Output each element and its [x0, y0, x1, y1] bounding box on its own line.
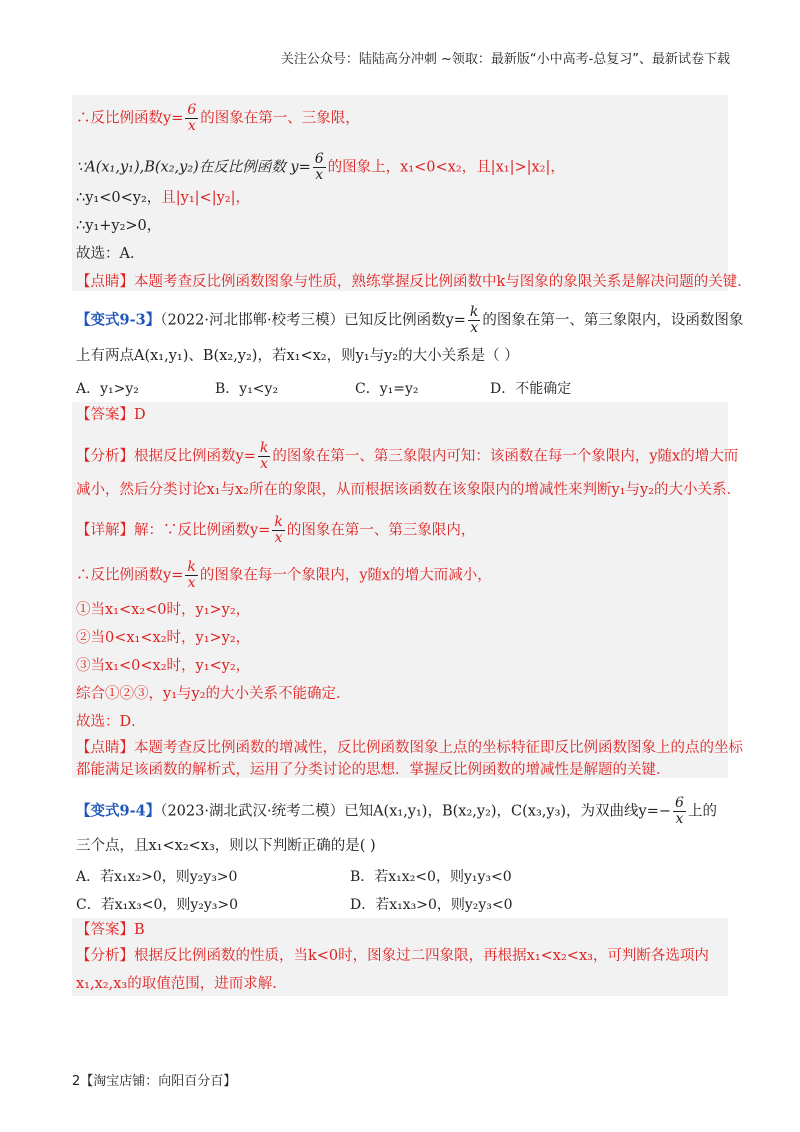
s1-line-3: ∴y₁<0<y₂，且|y₁|<|y₂|， — [76, 190, 250, 206]
s2-case-1: ①当x₁<x₂<0时，y₁>y₂， — [76, 602, 251, 618]
s2-remark-2: 都能满足该函数的解析式，运用了分类讨论的思想．掌握反比例函数的增减性是解题的关键． — [76, 762, 671, 778]
s2-analysis-2: 减小，然后分类讨论x₁与x₂所在的象限，从而根据该函数在该象限内的增减性来判断y₁与y₂的大小关系． — [76, 482, 741, 498]
fraction-k-over-x: $\frac{k}{x}$ — [187, 559, 196, 591]
q93-option-d: D．不能确定 — [490, 381, 572, 397]
q94-line-2: 三个点，且x₁<x₂<x₃，则以下判断正确的是( ) — [76, 838, 376, 854]
s2-detail-2: ∴反比例函数y= $\frac{k}{x}$ 的图象在每一个象限内，y随x的增大而减小， — [76, 559, 492, 591]
s2-analysis-1: 【分析】根据反比例函数y= $\frac{k}{x}$ 的图象在第一、第三象限内可知：该函数在每一个象限内，y随x的增大而 — [76, 440, 739, 472]
q94-line-1: 【变式9-4】（2023·湖北武汉·统考二模）已知A(x₁,y₁)，B(x₂,y₂)，C(x₃,y₃)，为双曲线y=− $\frac{6}{x}$ 上的 — [76, 795, 717, 827]
page-header: 关注公众号：陆陆高分冲刺 ~领取：最新版“小中高考-总复习”、最新试卷下载 — [280, 52, 730, 67]
q94-option-b: B．若x₁x₂<0，则y₁y₃<0 — [350, 869, 512, 885]
shop-label: 【淘宝店铺：向阳百分百】 — [80, 1074, 237, 1089]
s2-remark-1: 【点睛】本题考查反比例函数的增减性，反比例函数图象上点的坐标特征即反比例函数图象上的点的坐标 — [76, 740, 743, 756]
fraction-k-over-x: $\frac{k}{x}$ — [274, 514, 283, 546]
q93-line-1: 【变式9-3】（2022·河北邯郸·校考三模）已知反比例函数y= $\frac{k}{x}$ 的图象在第一、第三象限内，设函数图象 — [76, 304, 744, 336]
q93-option-c: C．y₁=y₂ — [355, 381, 419, 397]
s1-line-4: ∴y₁+y₂>0， — [76, 218, 162, 234]
s2-case-2: ②当0<x₁<x₂时，y₁>y₂， — [76, 630, 251, 646]
s3-analysis-1: 【分析】根据反比例函数的性质，当k<0时，图象过二四象限，再根据x₁<x₂<x₃，可判断各选项内 — [76, 948, 709, 964]
s1-remark: 【点睛】本题考查反比例函数图象与性质，熟练掌握反比例函数中k与图象的象限关系是解决问题的关键． — [76, 274, 752, 290]
s2-conclusion: 综合①②③，y₁与y₂的大小关系不能确定． — [76, 686, 351, 702]
s1-line-5: 故选：A． — [76, 246, 145, 262]
fraction-6-over-x: $\frac{6}{x}$ — [187, 102, 197, 134]
fraction-k-over-x: $\frac{k}{x}$ — [469, 304, 479, 336]
q93-option-a: A．y₁>y₂ — [76, 381, 139, 397]
s2-answer: 【答案】D — [76, 407, 146, 423]
s1-line-1: ∴反比例函数y= $\frac{6}{x}$ 的图象在第一、三象限， — [76, 102, 360, 134]
q94-option-c: C．若x₁x₃<0，则y₂y₃>0 — [76, 897, 239, 913]
fraction-k-over-x: $\frac{k}{x}$ — [259, 440, 269, 472]
q93-option-b: B．y₁<y₂ — [215, 381, 279, 397]
fraction-6-over-x: $\frac{6}{x}$ — [314, 151, 324, 183]
s2-detail-1: 【详解】解：∵反比例函数y= $\frac{k}{x}$ 的图象在第一、第三象限内， — [76, 514, 476, 546]
page-footer — [72, 1070, 236, 1089]
s3-analysis-2: x₁,x₂,x₃的取值范围，进而求解. — [76, 976, 277, 992]
q93-line-2: 上有两点A(x₁,y₁)、B(x₂,y₂)，若x₁<x₂，则y₁与y₂的大小关系是（ ） — [76, 348, 519, 364]
s2-case-3: ③当x₁<0<x₂时，y₁<y₂， — [76, 658, 251, 674]
q94-option-a: A．若x₁x₂>0，则y₂y₃>0 — [76, 869, 238, 885]
s2-choose: 故选：D． — [76, 714, 146, 730]
s3-answer: 【答案】B — [76, 922, 145, 938]
q94-option-d: D．若x₁x₃>0，则y₂y₃<0 — [350, 897, 513, 913]
fraction-6-over-x: $\frac{6}{x}$ — [675, 795, 684, 827]
s1-line-2: ∵A(x₁,y₁),B(x₂,y₂)在反比例函数 y= $\frac{6}{x}$ 的图象上，x₁<0<x₂，且|x₁|>|x₂|， — [76, 151, 565, 183]
page-number: 2 — [72, 1074, 81, 1089]
